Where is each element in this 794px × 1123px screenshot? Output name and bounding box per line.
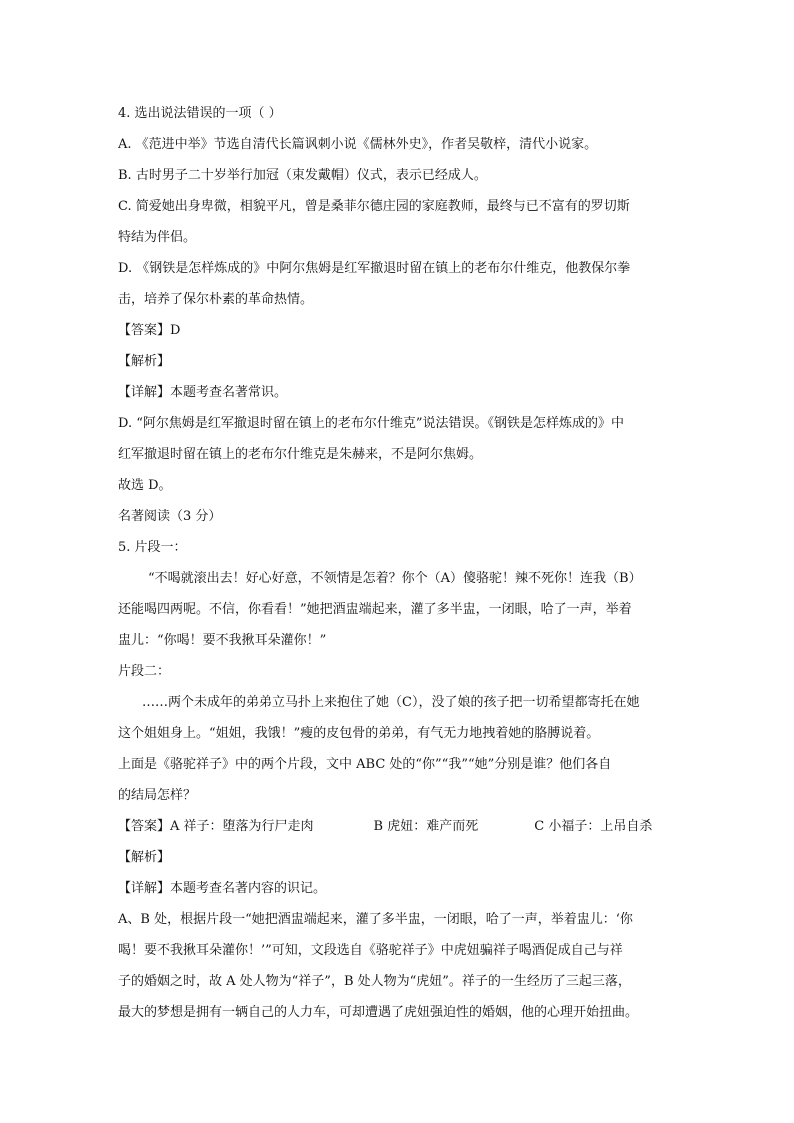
q5-question-line1: 上面是《骆驼祥子》中的两个片段，文中 ABC 处的“你”“我”“她”分别是谁？他们各自 <box>118 757 612 772</box>
q4-option-d-line1: D. 《钢铁是怎样炼成的》中阿尔焦姆是红军撤退时留在镇上的老布尔什维克，他教保尔拳 <box>118 261 631 276</box>
q5-answer-a: A 祥子：堕落为行尸走肉 <box>170 819 314 834</box>
q5-question-line2: 的结局怎样？ <box>118 788 197 803</box>
q4-analysis-label: 【解析】 <box>118 354 171 369</box>
q5-explain-line2: 喝！要不我揪耳朵灌你！’”可知，文段选自《骆驼祥子》中虎妞骗祥子喝酒促成自己与祥 <box>118 943 623 958</box>
q5-answer-b: B 虎妞：难产而死 <box>373 819 479 834</box>
q5-explain-line1: A、B 处，根据片段一“她把酒盅端起来，灌了多半盅，一闭眼，哈了一声，举着盅儿：‘你 <box>118 912 633 927</box>
q4-detail: 【详解】本题考查名著常识。 <box>118 385 288 400</box>
q4-option-b: B. 古时男子二十岁举行加冠（束发戴帽）仪式，表示已经成人。 <box>118 168 487 183</box>
q4-conclusion: 故选 D。 <box>118 478 172 493</box>
section-title: 名著阅读（3 分） <box>118 509 222 524</box>
q5-detail: 【详解】本题考查名著内容的识记。 <box>118 881 327 896</box>
q5-fragment1-line1: “不喝就滚出去！好心好意，不领情是怎着？你个（A）傻骆驼！辣不死你！连我（B） <box>148 571 642 586</box>
q4-option-d-line2: 击，培养了保尔朴素的革命热情。 <box>118 292 314 307</box>
q5-explain-line4: 最大的梦想是拥有一辆自己的人力车，可却遭遇了虎妞强迫性的婚姻，他的心理开始扭曲。 <box>118 1005 639 1020</box>
q5-answer <box>118 811 678 842</box>
q5-explain-line3: 子的婚姻之时，故 A 处人物为“祥子”，B 处人物为“虎妞”。祥子的一生经历了三起三落， <box>118 974 631 989</box>
q5-fragment2-line2: 这个姐姐身上。“姐姐，我饿！”瘦的皮包骨的弟弟，有气无力地拽着她的胳膊说着。 <box>118 726 600 741</box>
q5-analysis-label: 【解析】 <box>118 850 171 865</box>
q5-stem: 5. 片段一： <box>118 540 187 555</box>
q4-answer: 【答案】D <box>118 323 181 338</box>
q5-answer-c: C 小福子：上吊自杀 <box>534 819 653 834</box>
q4-option-a: A. 《范进中举》节选自清代长篇讽刺小说《儒林外史》，作者吴敬梓，清代小说家。 <box>118 137 598 152</box>
q5-answer-label: 【答案】 <box>118 819 171 834</box>
document-page <box>118 98 678 1028</box>
q4-explain-line2: 红军撤退时留在镇上的老布尔什维克是朱赫来，不是阿尔焦姆。 <box>118 447 483 462</box>
q5-fragment2-line1: ……两个未成年的弟弟立马扑上来抱住了她（C），没了娘的孩子把一切希望都寄托在她 <box>142 695 640 710</box>
q5-fragment1-line3: 盅儿：“你喝！要不我揪耳朵灌你！” <box>118 633 327 648</box>
q5-fragment2-title: 片段二： <box>118 664 171 679</box>
q4-stem: 4. 选出说法错误的一项（ ） <box>118 106 282 121</box>
q4-option-c-line1: C. 简爱她出身卑微，相貌平凡，曾是桑菲尔德庄园的家庭教师，最终与已不富有的罗切斯 <box>118 199 630 214</box>
q5-fragment1-line2: 还能喝四两呢。不信，你看看！”她把酒盅端起来，灌了多半盅，一闭眼，哈了一声，举着 <box>118 602 632 617</box>
q4-explain-line1: D. “阿尔焦姆是红军撤退时留在镇上的老布尔什维克”说法错误。《钢铁是怎样炼成的》中 <box>118 416 625 431</box>
q4-option-c-line2: 特结为伴侣。 <box>118 230 197 245</box>
